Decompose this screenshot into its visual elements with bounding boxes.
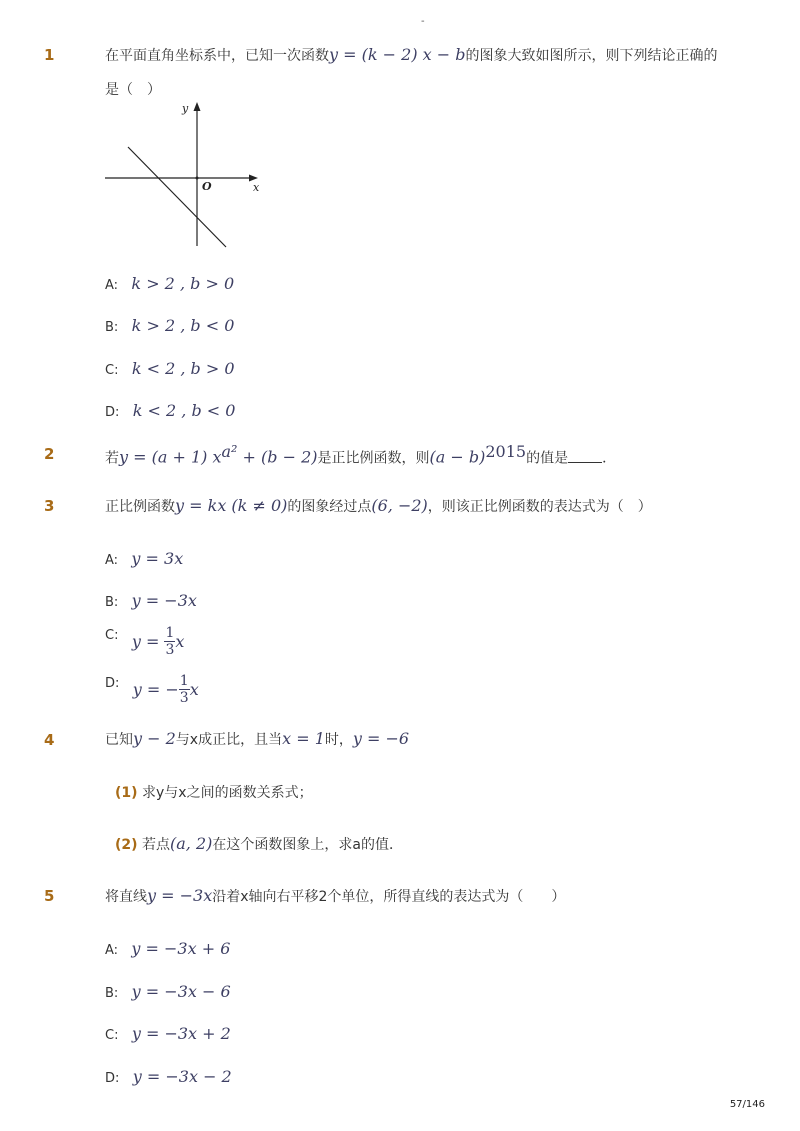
question-number: 5: [44, 887, 55, 905]
question-stem: [105, 886, 565, 906]
stem-math-sup: 2015: [485, 442, 527, 461]
stem-text: 已知: [105, 732, 133, 748]
question-stem: [105, 45, 717, 65]
fraction-denominator: 3: [179, 690, 189, 706]
option-c[interactable]: [105, 1024, 231, 1043]
option-math: k < 2 , b < 0: [132, 401, 236, 420]
stem-text: 与x成正比，且当: [175, 732, 283, 748]
sub-question-text: 在这个函数图象上，求a的值．: [212, 837, 403, 853]
sub-question-text: 若点: [142, 837, 170, 853]
stem-text: 将直线: [105, 889, 147, 905]
question-number: 4: [44, 731, 55, 749]
stem-math: + (b − 2): [237, 447, 318, 467]
option-a[interactable]: [105, 939, 230, 958]
sub-question-2: [115, 834, 403, 854]
option-label: D:: [105, 1071, 120, 1086]
option-d[interactable]: [105, 673, 199, 706]
stem-text: 若: [105, 450, 119, 467]
option-math: y = −3x − 6: [131, 982, 231, 1001]
option-label: C:: [105, 1028, 119, 1043]
question-number: 1: [44, 46, 55, 64]
fraction: [179, 673, 190, 706]
stem-math: y = −3x: [147, 886, 213, 905]
x-axis-label: x: [253, 181, 260, 194]
option-d[interactable]: [105, 1067, 232, 1086]
option-label: C:: [105, 363, 119, 378]
option-label: D:: [105, 405, 120, 420]
sub-question-1: [115, 782, 313, 802]
option-label: A:: [105, 278, 119, 293]
stem-text: 是（ ）: [105, 82, 161, 98]
stem-math: (6, −2): [371, 496, 428, 515]
option-label: D:: [105, 676, 120, 691]
option-label: A:: [105, 943, 119, 958]
stem-text: 是正比例函数，则: [317, 450, 430, 467]
option-c[interactable]: [105, 359, 235, 378]
header-mark: -: [421, 16, 425, 27]
stem-math-sup: a²: [221, 442, 238, 461]
question-number: 2: [44, 445, 55, 463]
option-math: y = −3x + 6: [131, 939, 231, 958]
option-label: A:: [105, 553, 119, 568]
option-math: y = −3x − 2: [132, 1067, 232, 1086]
sub-question-label: (2): [115, 837, 138, 853]
stem-math: y = −6: [352, 729, 410, 748]
option-c[interactable]: [105, 625, 184, 658]
sub-question-text: 求y与x之间的函数关系式；: [142, 785, 313, 801]
stem-text: 正比例函数: [105, 499, 175, 515]
option-a[interactable]: [105, 549, 183, 568]
option-math: x: [189, 680, 199, 699]
stem-text: ，则该正比例函数的表达式为（ ）: [427, 499, 652, 515]
stem-text: 的图象经过点: [287, 499, 372, 515]
question-stem: [105, 496, 652, 516]
option-b[interactable]: [105, 982, 231, 1001]
stem-text: 在平面直角坐标系中，已知一次函数: [105, 48, 329, 64]
option-label: B:: [105, 986, 119, 1001]
y-axis-label: y: [182, 102, 189, 115]
stem-math: (a − b): [429, 447, 486, 467]
stem-text: ．: [602, 450, 617, 467]
stem-text: 的值是: [526, 450, 569, 467]
y-axis-arrow-icon: [194, 102, 201, 111]
function-line: [128, 147, 226, 247]
option-math: k > 2 , b < 0: [131, 316, 235, 335]
question-stem: [105, 729, 409, 749]
page-number: 57/146: [729, 1099, 765, 1110]
option-math: y = −3x + 2: [131, 1024, 231, 1043]
option-math: y = 3x: [131, 549, 184, 568]
option-math: y =: [131, 632, 165, 651]
question-number: 3: [44, 497, 55, 515]
stem-text: 时，: [324, 732, 353, 748]
option-label: B:: [105, 320, 119, 335]
option-label: C:: [105, 628, 119, 643]
option-label: B:: [105, 595, 119, 610]
fraction: [164, 625, 175, 658]
stem-math: y = (k − 2) x − b: [329, 45, 466, 64]
option-math: k < 2 , b > 0: [131, 359, 235, 378]
sub-question-label: (1): [115, 785, 138, 801]
stem-math: y = (a + 1) x: [119, 447, 222, 467]
option-math: y = −3x: [131, 591, 197, 610]
option-math: k > 2 , b > 0: [131, 274, 235, 293]
fraction-numerator: 1: [165, 625, 175, 641]
stem-text: 的图象大致如图所示，则下列结论正确的: [465, 48, 718, 64]
option-b[interactable]: [105, 591, 197, 610]
fraction-numerator: 1: [179, 673, 189, 689]
sub-question-math: (a, 2): [170, 834, 213, 853]
answer-blank[interactable]: [568, 450, 602, 463]
option-d[interactable]: [105, 401, 235, 420]
stem-math: y = kx (k ≠ 0): [175, 496, 288, 515]
stem-math: x = 1: [282, 729, 325, 748]
stem-math: y − 2: [133, 729, 176, 748]
origin-label: O: [202, 180, 212, 193]
function-graph: [100, 98, 270, 250]
option-b[interactable]: [105, 316, 234, 335]
option-a[interactable]: [105, 274, 234, 293]
origin-point: [196, 177, 199, 180]
fraction-denominator: 3: [165, 642, 175, 658]
option-math: x: [175, 632, 185, 651]
stem-text: 沿着x轴向右平移2个单位，所得直线的表达式为（ ）: [212, 889, 566, 905]
option-math: y = −: [132, 680, 179, 699]
question-stem: [105, 442, 616, 468]
